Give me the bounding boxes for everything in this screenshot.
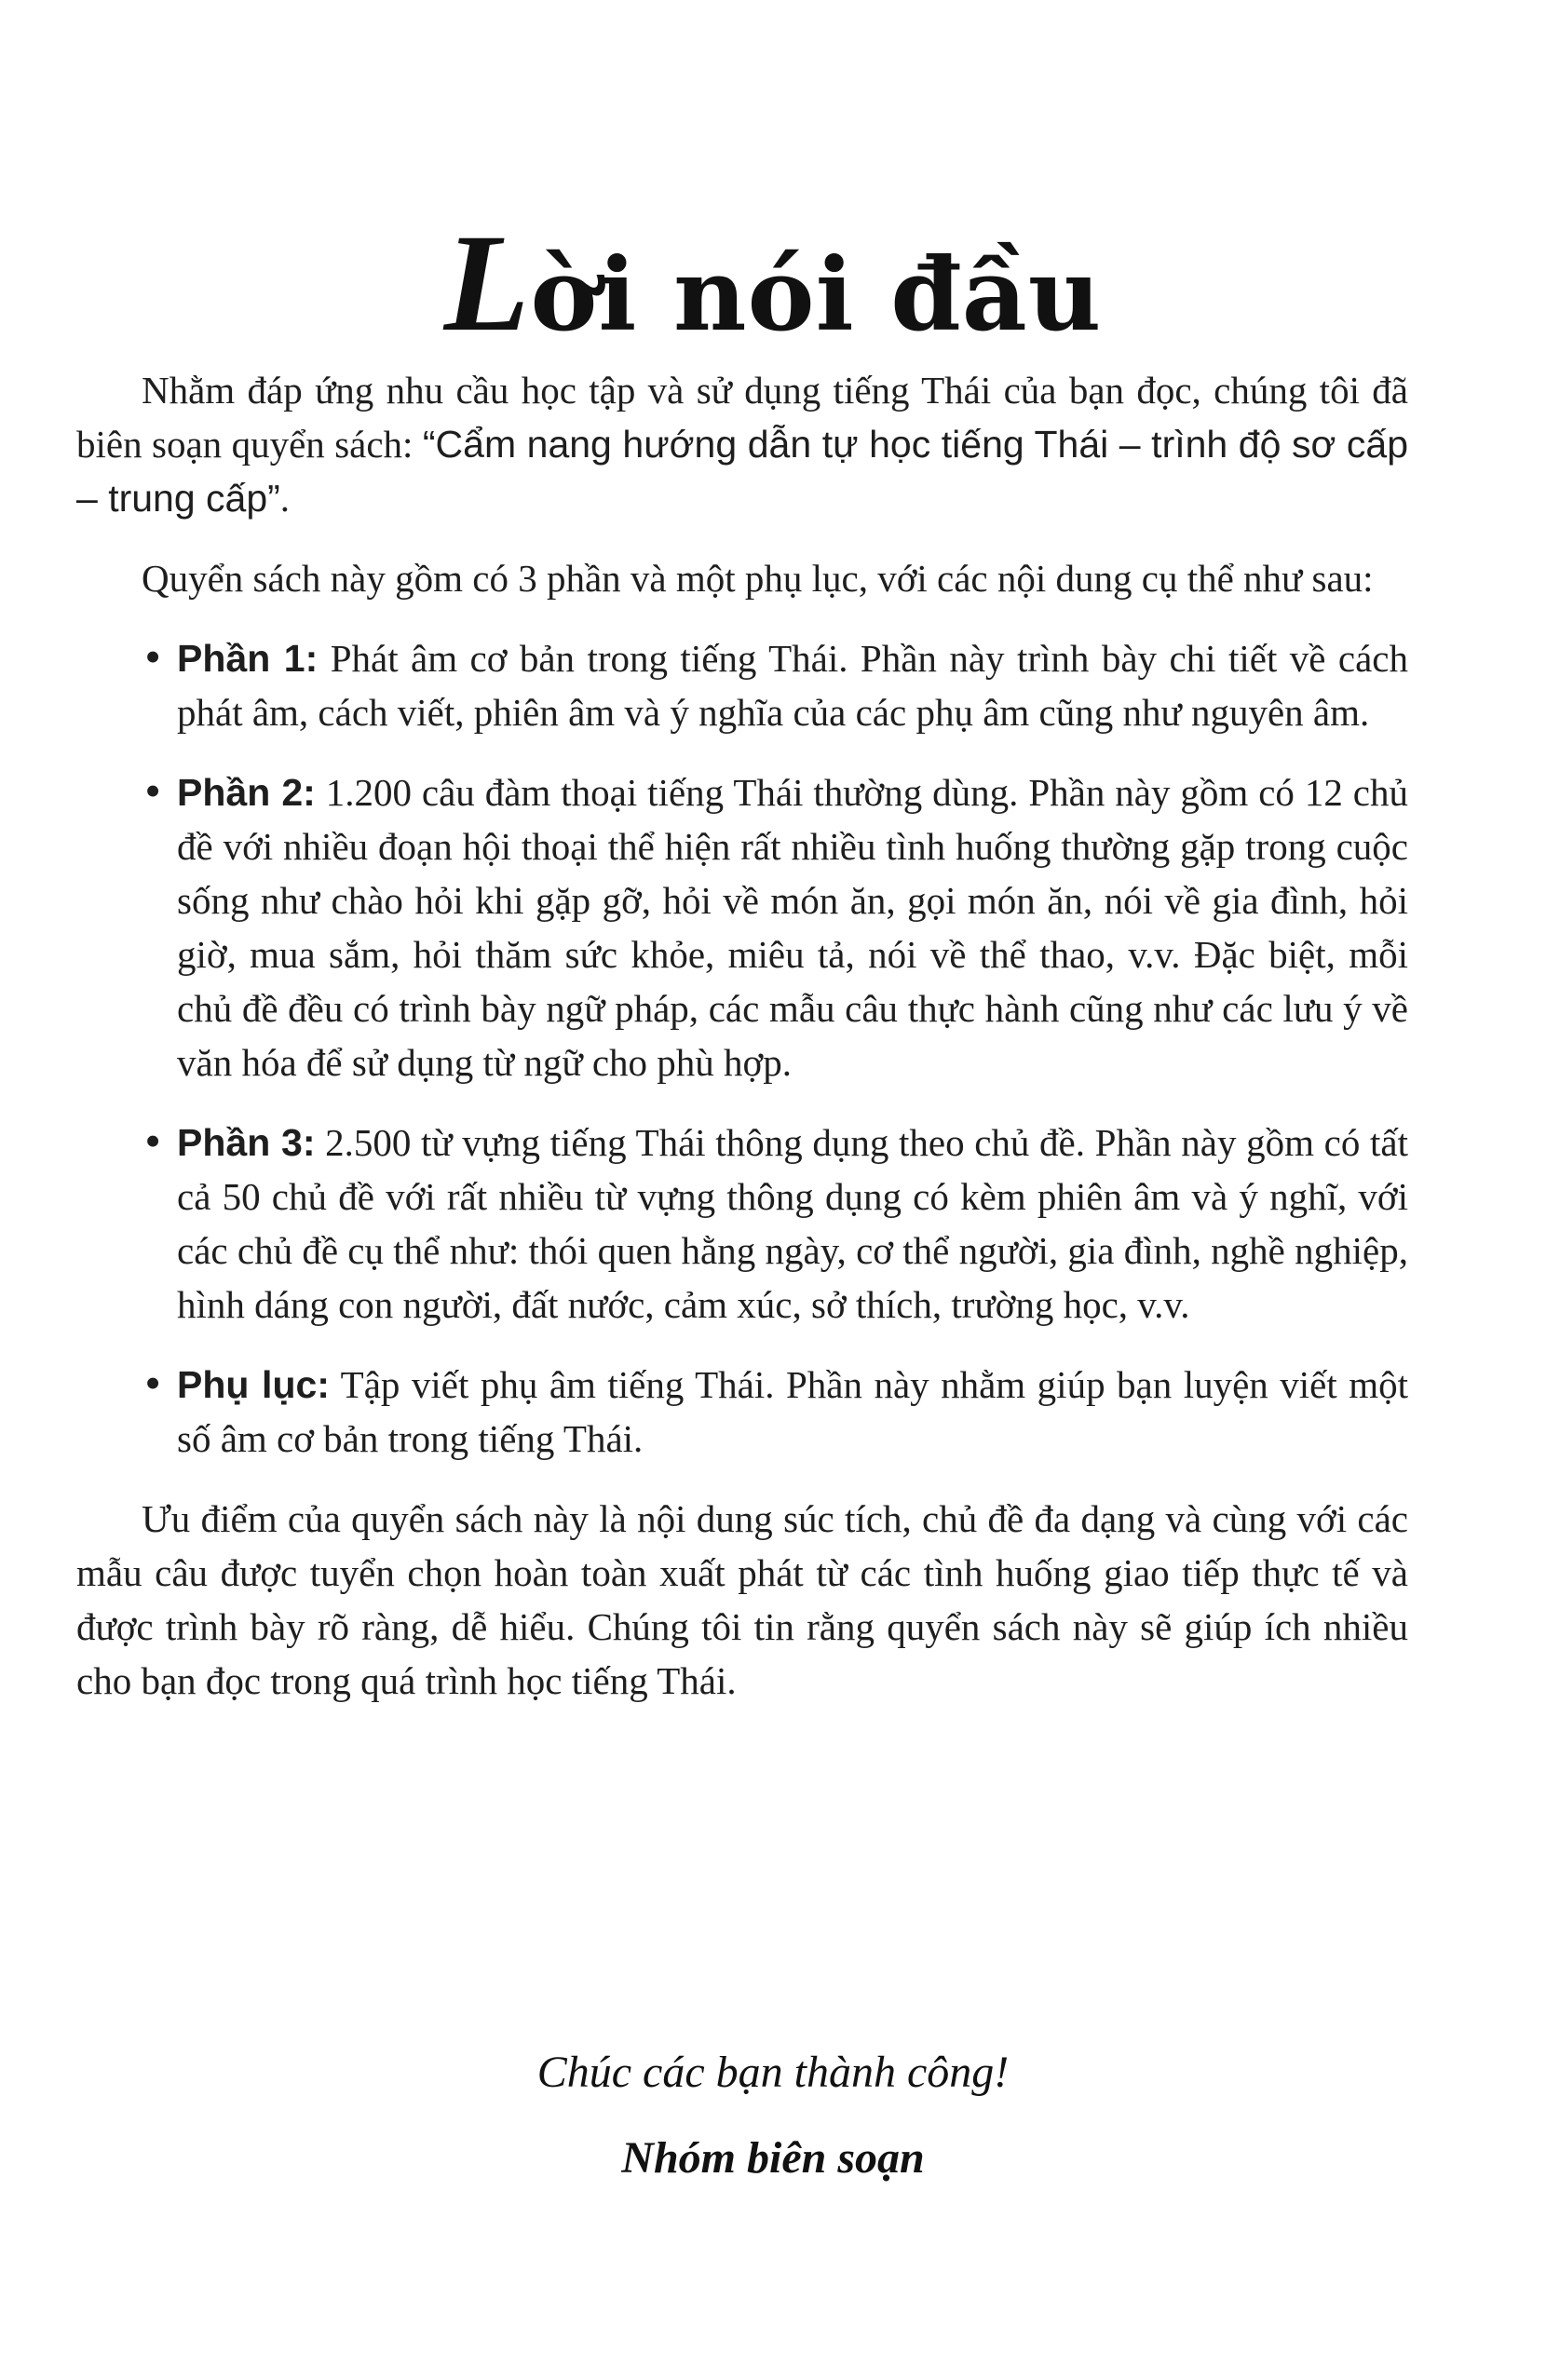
signature: Nhóm biên soạn bbox=[621, 2133, 925, 2183]
structure-paragraph: Quyển sách này gồm có 3 phần và một phụ lục, với các nội dung cụ thể như sau: bbox=[142, 557, 1374, 600]
list-item-appendix bbox=[76, 1358, 1408, 1466]
preface-body bbox=[76, 363, 1408, 1734]
bullet-icon: • bbox=[142, 1362, 165, 1407]
parts-list bbox=[76, 631, 1408, 1466]
closing-wish: Chúc các bạn thành công! bbox=[536, 2048, 1010, 2097]
bullet-icon: • bbox=[142, 1120, 165, 1165]
part-description: 2.500 từ vựng tiếng Thái thông dụng theo chủ đề. Phần này gồm có tất cả 50 chủ đề với rất nhiều từ vựng thông dụng có kèm phiên âm và ý nghĩ, với các chủ đề cụ thể như: thói quen hằng ngày, cơ thể người, gia đình, nghề nghiệp, hình dáng con người, đất nước, cảm xúc, sở thích, trường học, v.v. bbox=[177, 1121, 1408, 1326]
part-description: 1.200 câu đàm thoại tiếng Thái thường dùng. Phần này gồm có 12 chủ đề với nhiều đoạn hội thoại thể hiện rất nhiều tình huống thường gặp trong cuộc sống như chào hỏi khi gặp gỡ, hỏi về món ăn, gọi món ăn, nói về gia đình, hỏi giờ, mua sắm, hỏi thăm sức khỏe, miêu tả, nói về thể thao, v.v. Đặc biệt, mỗi chủ đề đều có trình bày ngữ pháp, các mẫu câu thực hành cũng như các lưu ý về văn hóa để sử dụng từ ngữ cho phù hợp. bbox=[177, 771, 1408, 1084]
bullet-icon: • bbox=[142, 770, 165, 815]
page-title bbox=[0, 207, 1546, 360]
intro-paragraph bbox=[76, 363, 1408, 525]
title-rest: ời nói đầu bbox=[530, 237, 1103, 355]
part-description: Phát âm cơ bản trong tiếng Thái. Phần này trình bày chi tiết về cách phát âm, cách viết, phiên âm và ý nghĩa của các phụ âm cũng như nguyên âm. bbox=[177, 637, 1408, 734]
part-label: Phần 2: bbox=[177, 771, 316, 814]
part-description: Tập viết phụ âm tiếng Thái. Phần này nhằm giúp bạn luyện viết một số âm cơ bản trong tiếng Thái. bbox=[177, 1363, 1409, 1460]
list-item-part-3 bbox=[76, 1116, 1408, 1332]
book-title: “Cẩm nang hướng dẫn tự học tiếng Thái – trình độ sơ cấp – trung cấp” bbox=[76, 423, 1408, 520]
part-label: Phần 1: bbox=[177, 637, 319, 680]
closing-block bbox=[0, 2030, 1546, 2201]
conclusion-paragraph: Ưu điểm của quyển sách này là nội dung súc tích, chủ đề đa dạng và cùng với các mẫu câu được tuyển chọn hoàn toàn xuất phát từ các tình huống giao tiếp thực tế và được trình bày rõ ràng, dễ hiểu. Chúng tôi tin rằng quyển sách này sẽ giúp ích nhiều cho bạn đọc trong quá trình học tiếng Thái. bbox=[76, 1497, 1408, 1702]
part-label: Phụ lục: bbox=[177, 1363, 330, 1406]
intro-text: Nhằm đáp ứng nhu cầu học tập và sử dụng tiếng Thái của bạn đọc, chúng tôi đã biên soạn quyển sách: bbox=[76, 369, 1408, 466]
list-item-part-2 bbox=[76, 765, 1408, 1089]
bullet-icon: • bbox=[142, 636, 165, 681]
intro-end: . bbox=[279, 477, 291, 520]
part-label: Phần 3: bbox=[177, 1121, 316, 1164]
title-initial: L bbox=[443, 206, 531, 361]
list-item-part-1 bbox=[76, 631, 1408, 739]
